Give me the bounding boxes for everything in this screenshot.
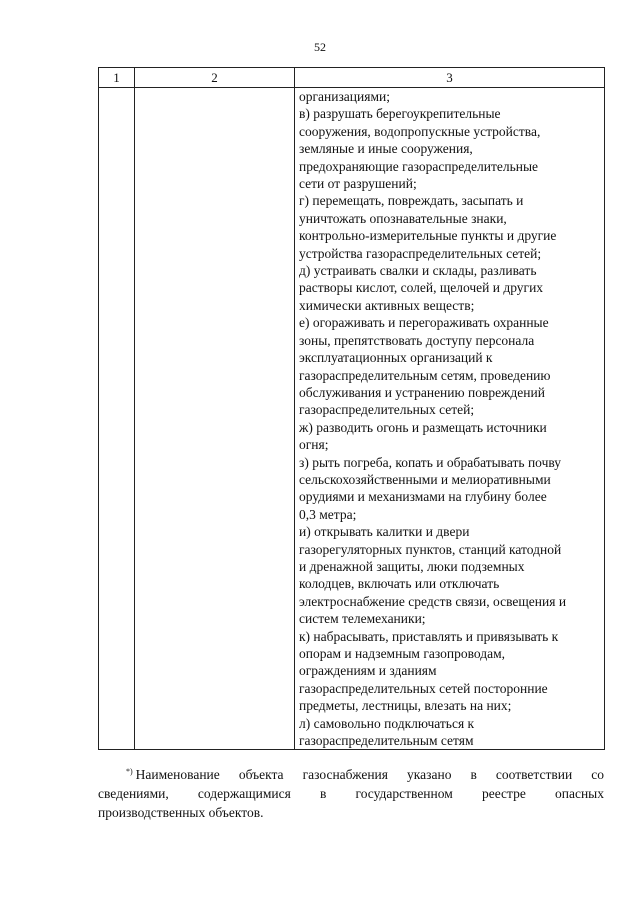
text-line: контрольно-измерительные пункты и другие	[299, 228, 557, 244]
footnote-text-1: Наименование объекта газоснабжения указано в соответствии со	[135, 767, 604, 782]
footnote	[98, 762, 604, 822]
text-line: зоны, препятствовать доступу персонала	[299, 332, 535, 348]
text-line: к) набрасывать, приставлять и привязывать к	[299, 628, 559, 644]
column-header-1: 1	[99, 68, 135, 88]
table-row	[99, 88, 605, 750]
text-line: устройства газораспределительных сетей;	[299, 245, 542, 261]
text-line: химически активных веществ;	[299, 297, 475, 313]
text-line: 0,3 метра;	[299, 506, 357, 522]
text-line: з) рыть погреба, копать и обрабатывать почву	[299, 454, 562, 470]
text-line: опорам и надземным газопроводам,	[299, 646, 505, 661]
text-line: электроснабжение средств связи, освещения и	[299, 593, 567, 609]
text-line: растворы кислот, солей, щелочей и других	[299, 280, 544, 296]
text-line: ж) разводить огонь и размещать источники	[299, 419, 547, 435]
column-header-3: 3	[295, 68, 605, 88]
cell-col1	[99, 88, 135, 750]
text-line: орудиями и механизмами на глубину более	[299, 489, 547, 505]
text-line: газораспределительных сетей;	[299, 402, 475, 418]
footnote-marker: *)	[126, 767, 133, 776]
page-number: 52	[314, 40, 326, 54]
text-line: эксплуатационных организаций к	[299, 350, 493, 366]
text-line: г) перемещать, повреждать, засыпать и	[299, 193, 524, 209]
text-line: систем телемеханики;	[299, 611, 426, 627]
text-line: и дренажной защиты, люки подземных	[299, 558, 525, 574]
text-line: д) устраивать свалки и склады, разливать	[299, 263, 537, 279]
text-line: обслуживания и устранению повреждений	[299, 384, 545, 400]
text-line: и) открывать калитки и двери	[299, 524, 470, 540]
text-line: ограждениям и зданиям	[299, 663, 437, 679]
text-line: сети от разрушений;	[299, 176, 417, 192]
text-line: уничтожать опознавательные знаки,	[299, 210, 507, 226]
text-line: газораспределительным сетям	[299, 733, 474, 749]
cell-col3-prohibitions	[295, 88, 605, 750]
text-line: организациями;	[299, 89, 390, 104]
table-header-row	[99, 68, 605, 88]
text-line: сельскохозяйственными и мелиоративными	[299, 471, 551, 487]
text-line: огня;	[299, 437, 329, 453]
text-line: сооружения, водопропускные устройства,	[299, 123, 541, 139]
column-header-2: 2	[135, 68, 295, 88]
footnote-line-1	[98, 762, 604, 784]
cell-col2	[135, 88, 295, 750]
footnote-line-3: производственных объектов.	[98, 805, 264, 820]
footnote-line-2: сведениями, содержащимися в государственном реестре опасных	[98, 786, 604, 801]
text-line: л) самовольно подключаться к	[299, 715, 475, 731]
document-table	[98, 67, 605, 750]
text-line: газораспределительных сетей посторонние	[299, 680, 548, 696]
text-line: в) разрушать берегоукрепительные	[299, 106, 501, 122]
text-line: земляные и иные сооружения,	[299, 141, 473, 157]
text-line: колодцев, включать или отключать	[299, 576, 500, 592]
text-line: газораспределительным сетям, проведению	[299, 367, 551, 383]
text-line: предохраняющие газораспределительные	[299, 158, 539, 174]
text-line: предметы, лестницы, влезать на них;	[299, 698, 512, 714]
text-line: газорегуляторных пунктов, станций катодной	[299, 541, 562, 557]
text-line: е) огораживать и перегораживать охранные	[299, 315, 549, 331]
